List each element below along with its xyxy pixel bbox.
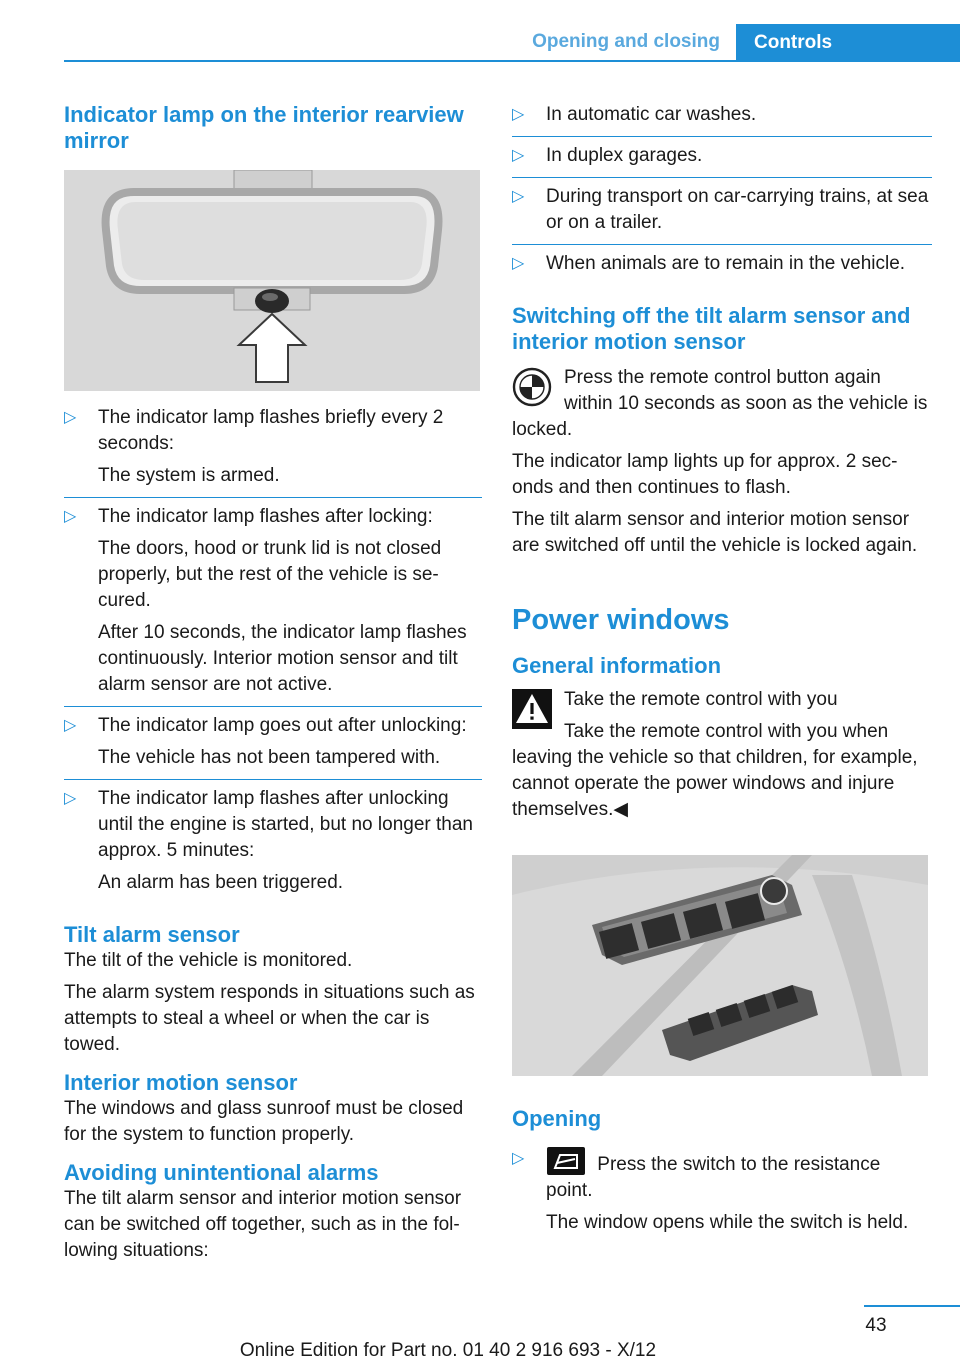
list-item-text: During transport on car-carrying trains, at sea or on a trailer. [546, 186, 929, 233]
door-panel-switches-illustration [512, 855, 928, 1076]
warning-icon [512, 689, 552, 729]
list-item [64, 497, 482, 698]
interior-text: The windows and glass sunroof must be closed for the system to function properly. [64, 1098, 464, 1145]
list-item-text: The indicator lamp flashes after locking: [98, 506, 433, 527]
heading-power-windows: Power windows [512, 604, 730, 636]
heading-tilt-alarm: Tilt alarm sensor [64, 922, 240, 947]
list-item [64, 706, 482, 771]
list-item-text: When animals are to remain in the vehicle. [546, 253, 906, 274]
heading-switch-off: Switching off the tilt alarm sensor and interior motion sensor [512, 303, 911, 354]
header-rule [64, 60, 960, 62]
situation-list [512, 102, 932, 277]
heading-indicator-lamp: Indicator lamp on the interior rearview mirror [64, 102, 464, 153]
switch-off-text-3: The tilt alarm sensor and interior motion sensor are switched off until the vehicle is locked again. [512, 509, 918, 556]
heading-opening: Opening [512, 1106, 602, 1131]
opening-list [512, 1146, 932, 1236]
heading-interior-motion: Interior motion sensor [64, 1070, 298, 1095]
warning-body: Take the remote control with you when leaving the vehicle so that children, for example, cannot operate the power windows and injure themselves.◀ [512, 721, 918, 820]
list-item [512, 102, 932, 128]
list-item-text: In duplex garages. [546, 145, 703, 166]
window-switch-icon [546, 1146, 586, 1176]
avoid-text: The tilt alarm sensor and interior motion sensor can be switched off together, such as in the fol‐ lowing situations: [64, 1188, 462, 1261]
list-item [512, 1146, 932, 1236]
list-item-detail: The doors, hood or trunk lid is not closed properly, but the rest of the vehicle is se‐ cured. [98, 538, 442, 611]
triangle-bullet-icon: ▷ [64, 508, 77, 525]
footer-edition: Online Edition for Part no. 01 40 2 916 693 - X/12 [239, 1340, 657, 1361]
list-item [512, 244, 932, 277]
warning-block [512, 687, 932, 823]
triangle-bullet-icon: ▷ [512, 188, 525, 205]
list-item-detail: The vehicle has not been tampered with. [98, 747, 441, 768]
triangle-bullet-icon: ▷ [64, 409, 77, 426]
list-item-detail: After 10 seconds, the indicator lamp flashes continuously. Interior motion sensor and tilt alarm sensor are not active. [98, 622, 467, 695]
switch-off-block [512, 365, 932, 443]
list-item [512, 136, 932, 169]
list-item-text: In automatic car washes. [546, 104, 757, 125]
page-number: 43 [865, 1315, 887, 1336]
header-controls-tab[interactable]: Controls [736, 24, 960, 62]
list-item-detail: The system is armed. [98, 465, 280, 486]
triangle-bullet-icon: ▷ [512, 147, 525, 164]
switch-off-text-1: Press the remote control button again within 10 seconds as soon as the vehicle is locked. [512, 367, 928, 440]
warning-title: Take the remote control with you [564, 689, 838, 710]
triangle-bullet-icon: ▷ [512, 106, 525, 123]
heading-avoid-alarms: Avoiding unintentional alarms [64, 1160, 379, 1185]
rearview-mirror-illustration [64, 170, 480, 391]
switch-off-text-2: The indicator lamp lights up for approx. 2 sec‐ onds and then continues to flash. [512, 451, 898, 498]
triangle-bullet-icon: ▷ [512, 1150, 525, 1167]
right-column [512, 102, 932, 1236]
left-column [64, 102, 482, 1264]
list-item-text: Press the switch to the resistance point. [546, 1154, 881, 1201]
list-item [64, 779, 482, 896]
tilt-text-1: The tilt of the vehicle is monitored. [64, 950, 353, 971]
tilt-text-2: The alarm system responds in situations such as attempts to steal a wheel or when the car is towed. [64, 982, 475, 1055]
triangle-bullet-icon: ▷ [512, 255, 525, 272]
bmw-remote-button-icon [512, 367, 552, 407]
list-item-detail: The window opens while the switch is held. [546, 1212, 909, 1233]
list-item-text: The indicator lamp goes out after unlocking: [98, 715, 467, 736]
list-item-text: The indicator lamp flashes after unlocking until the engine is started, but no longer than approx. 5 minutes: [98, 788, 473, 861]
list-item-text: The indicator lamp flashes briefly every 2 seconds: [98, 407, 444, 454]
triangle-bullet-icon: ▷ [64, 790, 77, 807]
header-section-tab[interactable]: Opening and closing [532, 31, 720, 52]
indicator-lamp-list [64, 405, 482, 896]
footer-rule [864, 1305, 960, 1307]
triangle-bullet-icon: ▷ [64, 717, 77, 734]
list-item [64, 405, 482, 489]
list-item-detail: An alarm has been triggered. [98, 872, 344, 893]
heading-general-info: General information [512, 653, 722, 678]
list-item [512, 177, 932, 236]
